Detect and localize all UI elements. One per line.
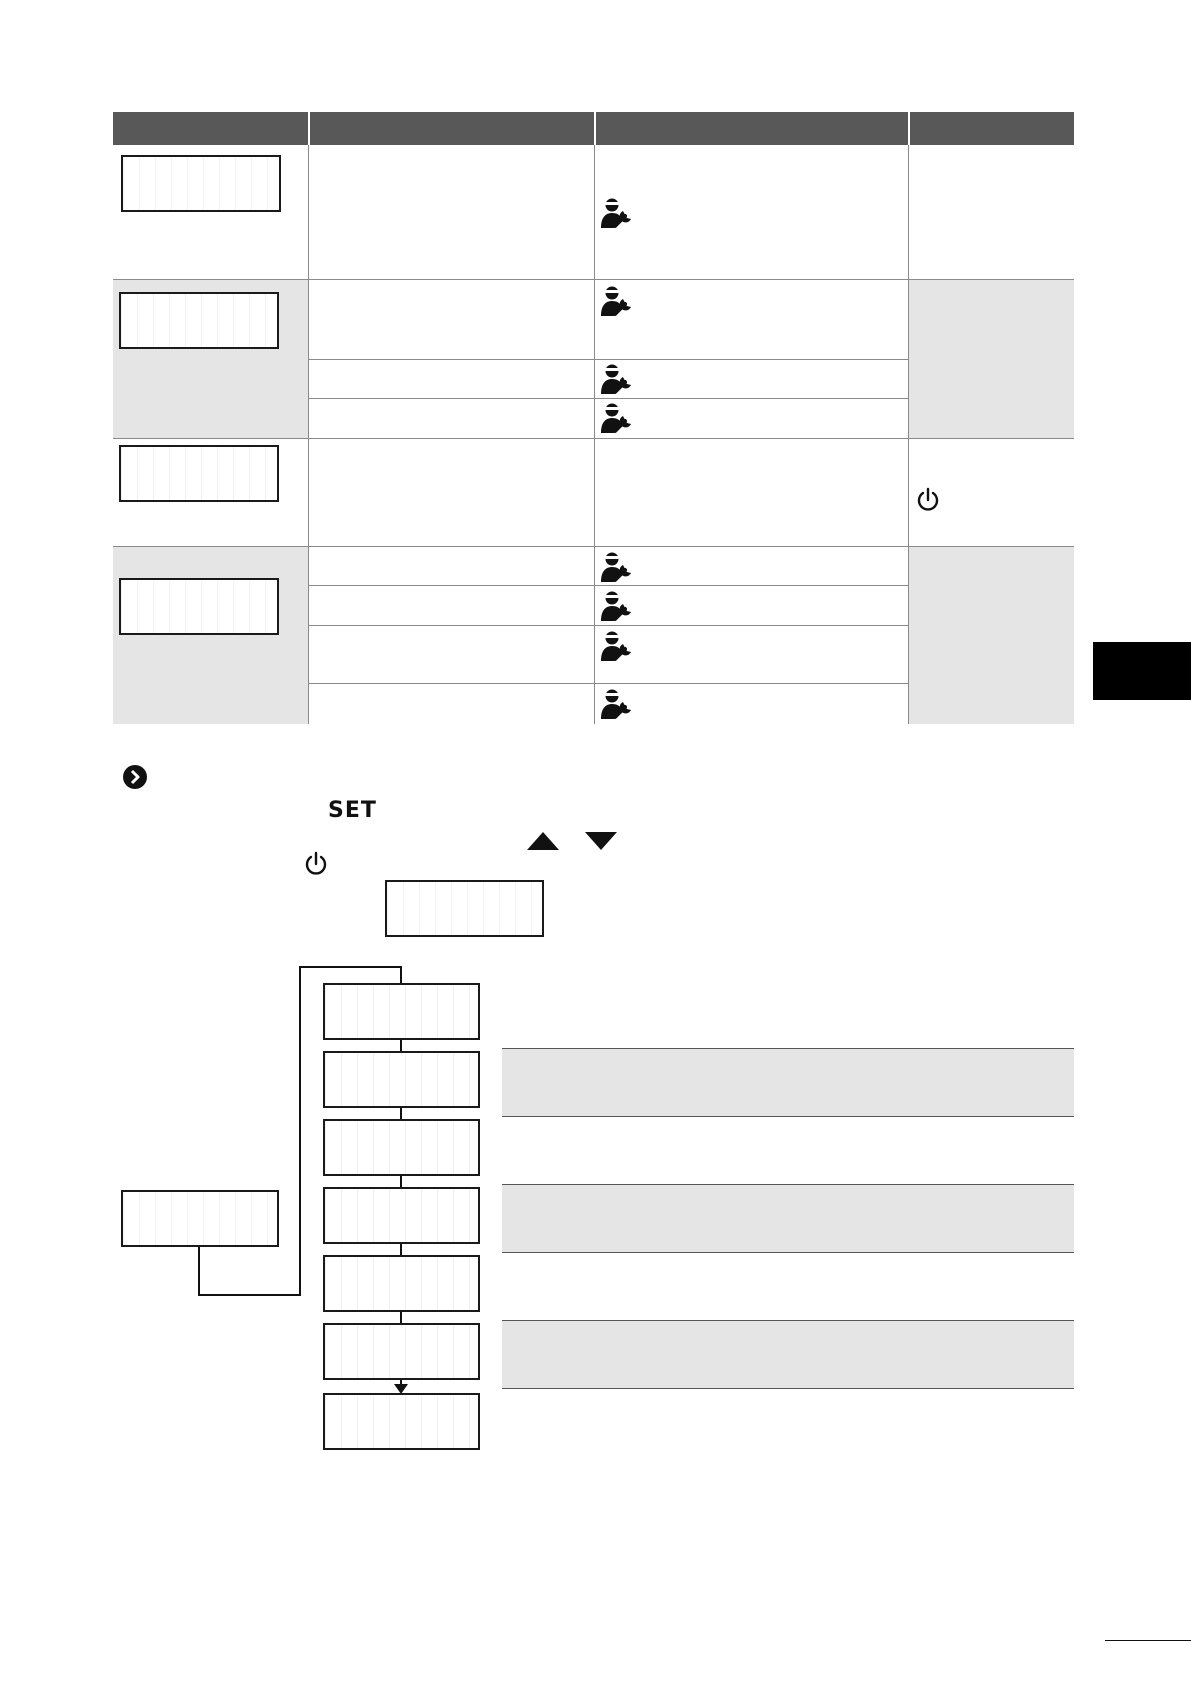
lcd-line	[127, 1245, 273, 1247]
technician-wrench-icon	[600, 688, 634, 720]
st5-display	[323, 1255, 480, 1312]
chevron-circle-icon	[122, 764, 148, 790]
expansion-valve-display	[323, 1323, 480, 1380]
st1-display	[323, 983, 480, 1040]
lcd-line	[329, 1038, 474, 1040]
technician-wrench-icon	[600, 630, 634, 662]
error-12-display	[119, 292, 279, 349]
lcd-line	[125, 500, 273, 502]
lcd-line	[329, 1378, 474, 1380]
st3-display	[323, 1119, 480, 1176]
error-11-display	[121, 155, 281, 212]
temperature-sensors-display	[121, 1190, 279, 1247]
st2-display	[323, 1051, 480, 1108]
lcd-line	[125, 347, 273, 349]
error-listing-display	[385, 880, 544, 937]
technician-wrench-icon	[600, 402, 634, 434]
st4-display	[323, 1187, 480, 1244]
chapter-tab	[1093, 642, 1191, 700]
lcd-line	[329, 1448, 474, 1450]
triangle-down-icon	[584, 831, 618, 851]
page-footer-rule	[1105, 1640, 1191, 1641]
lcd-line	[127, 210, 275, 212]
fan-motor-display	[323, 1393, 480, 1450]
lcd-line	[329, 1174, 474, 1176]
technician-wrench-icon	[600, 197, 634, 229]
triangle-up-icon	[526, 831, 560, 851]
lcd-line	[329, 1242, 474, 1244]
lcd-line	[329, 1310, 474, 1312]
error-14-display	[119, 578, 279, 635]
error-13-display	[119, 445, 279, 502]
power-icon	[303, 851, 329, 877]
lcd-line	[391, 935, 538, 937]
power-icon	[915, 487, 941, 513]
lcd-line	[125, 633, 273, 635]
set-button-label: SET	[328, 798, 377, 823]
technician-wrench-icon	[600, 590, 634, 622]
technician-wrench-icon	[600, 363, 634, 395]
technician-wrench-icon	[600, 551, 634, 583]
technician-wrench-icon	[600, 285, 634, 317]
lcd-line	[329, 1106, 474, 1108]
